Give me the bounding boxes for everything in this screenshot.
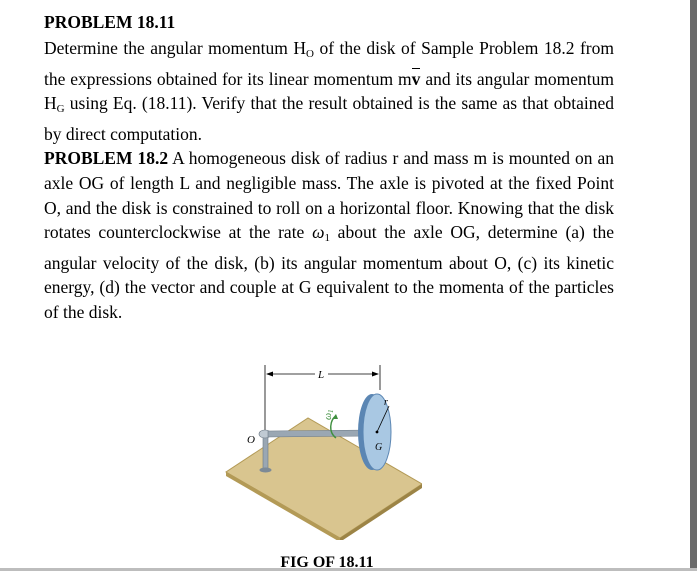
disk-axle-figure [222,360,422,540]
axle [268,430,372,437]
label-o: O [247,434,255,446]
label-r: r [384,397,388,408]
label-g: G [375,442,383,453]
reference-problem: PROBLEM 18.2 A homogeneous disk of radius r and mass m is mounted on an axle OG of length L and negligible mass. The axle is pivoted at the fixed Point O, and the disk is constrained to roll on a horizontal floor. Knowing that the disk rotates counterclockwise at the rate $\omega_1$ about the axle OG, determine (a) the angular velocity of the disk, (b) its angular momentum about O, (c) its kinetic energy, (d) the vector and couple at G equivalent to the momenta of the particles of the disk. [44,148,614,322]
label-omega: $\omega_1$ [323,409,335,420]
velocity-vector: v [411,68,421,89]
window-frame-right [690,0,697,571]
figure-caption: FIG OF 18.11 [280,554,374,571]
document-body [44,10,614,325]
problem-title: PROBLEM 18.11 [44,12,176,32]
reference-problem-label: PROBLEM 18.2 [44,148,169,169]
label-l: L [318,369,325,381]
center-g [376,431,379,434]
dimension-arrow-left [266,372,273,377]
pivot-base [260,468,272,473]
dimension-arrow-right [372,372,379,377]
problem-statement: Determine the angular momentum $H_O$ of the disk of Sample Problem 18.2 from the expressions obtained for its linear momentum mv and its angular momentum $H_G$ using Eq. (18.11). Verify that the result obtained is the same as that obtained by direct computation. [44,38,614,144]
